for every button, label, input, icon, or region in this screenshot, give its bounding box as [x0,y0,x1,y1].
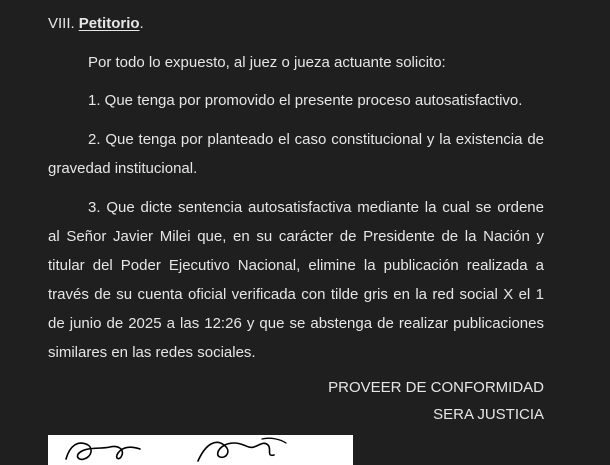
closing-line-justicia: SERA JUSTICIA [433,406,544,423]
section-title-suffix: . [139,15,144,32]
section-number: VIII. [48,15,75,32]
request-item-1: 1. Que tenga por promovido el presente proceso autosatisfactivo. [88,92,523,109]
signature-image [48,435,353,465]
request-item-3: 3. Que dicte sentencia autosatisfactiva mediante la cual se ordene al Señor Javier Milei que, en su carácter de Presidente de la Nación y titular del Poder Ejecutivo Nacional, elimine la publicación realizada a través de su cuenta oficial verificada con tilde gris en la red social X el 1 de junio de 2025 a las 12:26 y que se abstenga de realizar publicaciones similares en las redes sociales. [48,199,544,361]
handwritten-signature-icon [48,435,353,465]
request-item-2: 2. Que tenga por planteado el caso constitucional y la existencia de gravedad institucional. [48,131,544,177]
intro-paragraph: Por todo lo expuesto, al juez o jueza actuante solicito: [88,54,446,71]
closing-line-proveer: PROVEER DE CONFORMIDAD [328,379,544,396]
section-heading [48,9,544,38]
section-title: Petitorio [78,15,140,32]
